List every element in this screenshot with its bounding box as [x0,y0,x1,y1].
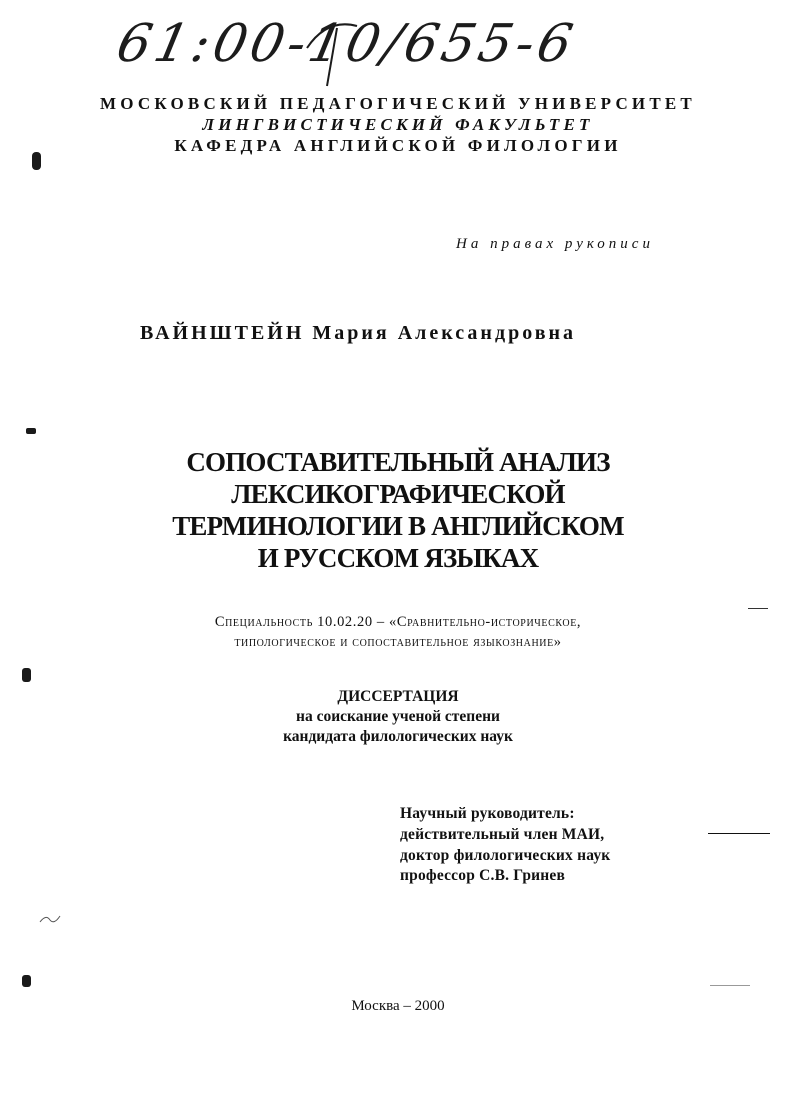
title-line-1: СОПОСТАВИТЕЛЬНЫЙ АНАЛИЗ [186,447,610,477]
author-name: ВАЙНШТЕЙН Мария Александровна [140,322,577,344]
scan-mark [26,428,36,434]
university-name: МОСКОВСКИЙ ПЕДАГОГИЧЕСКИЙ УНИВЕРСИТЕТ [100,94,696,113]
scan-squiggle [38,912,62,926]
supervisor-name: профессор С.В. Гринев [400,867,566,884]
handwritten-archive-code: 61:00-10/655-6 [111,14,582,74]
specialty-line-2: типологическое и сопоставительное языкознание» [234,634,562,650]
scan-dash [748,608,768,609]
scan-mark [32,152,41,170]
dissertation-field-line: кандидата филологических наук [283,728,513,745]
supervisor-degree: доктор филологических наук [400,847,611,864]
city-year: Москва – 2000 [351,998,445,1014]
supervisor-membership: действительный член МАИ, [400,826,605,843]
title-line-2: ЛЕКСИКОГРАФИЧЕСКОЙ [231,479,565,509]
scan-rule [708,833,770,834]
title-line-4: И РУССКОМ ЯЗЫКАХ [257,543,539,573]
scan-dash [710,985,750,986]
title-line-3: ТЕРМИНОЛОГИИ В АНГЛИЙСКОМ [172,511,624,541]
supervisor-heading: Научный руководитель: [400,805,575,822]
specialty-line-1: Специальность 10.02.20 – «Сравнительно-историческое, [214,614,582,630]
scan-mark [22,975,31,987]
dissertation-label: ДИССЕРТАЦИЯ [337,688,459,705]
dissertation-degree-line: на соискание ученой степени [296,708,500,725]
department-name: КАФЕДРА АНГЛИЙСКОЙ ФИЛОЛОГИИ [174,136,622,155]
scan-mark [22,668,31,682]
rights-note: На правах рукописи [456,236,654,252]
faculty-name: ЛИНГВИСТИЧЕСКИЙ ФАКУЛЬТЕТ [202,115,594,134]
